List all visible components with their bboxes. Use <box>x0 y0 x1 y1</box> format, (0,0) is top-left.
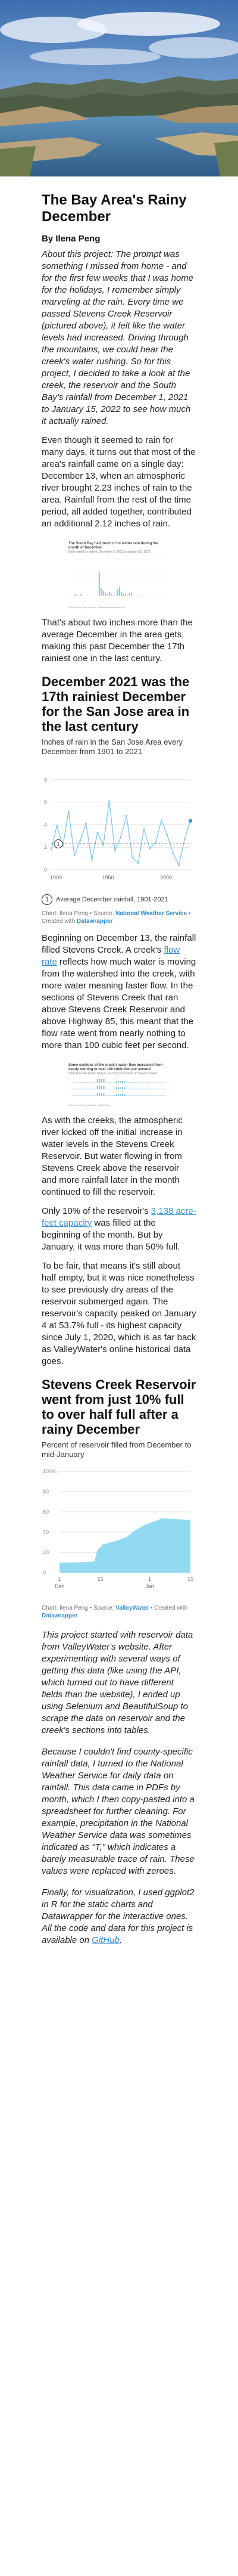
creek-flow-chart <box>68 1064 170 1106</box>
y-tick-label: 0 <box>44 867 48 873</box>
mini-flow-bar <box>164 1082 165 1083</box>
daily-rainfall-plot <box>68 554 170 602</box>
mini-flow-bar <box>133 1082 134 1083</box>
mini-flow-bar <box>101 1093 102 1096</box>
mini-flow-bar <box>101 1086 102 1089</box>
y-tick-label: 6 <box>44 799 48 805</box>
mini-flow-bar <box>93 1082 94 1083</box>
mini-flow-bar <box>101 1079 102 1083</box>
data-point <box>120 836 122 838</box>
mini-flow-bar <box>145 1095 146 1096</box>
mini-flow-bar <box>118 1087 119 1089</box>
mini-flow-bar <box>112 1082 113 1083</box>
paragraph-rainfall-summary: Even though it seemed to rain for many days, it turns out that most of the area's rainfall came on a single day: December 13, when an atmospheric river brought 2.23 inches of rain to the area. Rainfall from the rest of the time period, all added together, contributed an additional 2.12 inches of rain. <box>42 435 196 529</box>
data-point <box>126 815 127 817</box>
mini-flow-bar <box>133 1095 134 1096</box>
mini-flow-bar <box>162 1082 163 1083</box>
mini-flow-bar <box>164 1095 165 1096</box>
y-tick-label: 60 <box>43 1509 49 1515</box>
x-tick-label: 1 <box>58 1576 61 1582</box>
mini-flow-bar <box>87 1095 88 1096</box>
mini-bar <box>107 594 108 596</box>
reservoir-chart[interactable] <box>42 1465 196 1599</box>
mini-flow-bar <box>108 1095 109 1096</box>
x-group-label: Dec <box>54 1583 65 1589</box>
mini-flow-bar <box>145 1082 146 1083</box>
mini-flow-bar <box>155 1082 156 1083</box>
series-line-december-rainfall <box>51 801 190 866</box>
mini-bar <box>123 594 124 596</box>
x-tick-label: 1900 <box>49 875 62 881</box>
mini-chart2-subtitle: Daily flow rate (cubic feet per second) of sections of Stevens Creek <box>68 1072 157 1075</box>
data-point <box>167 834 168 836</box>
datawrapper-link[interactable]: Datawrapper <box>76 918 113 925</box>
mini-flow-bar <box>74 1095 76 1096</box>
mini-bar <box>76 595 77 596</box>
mini-flow-bar <box>116 1094 117 1096</box>
p4b-text-b: was filled at the beginning of the month. But by January, it was more than 50% full. <box>42 1218 180 1252</box>
creek-flow-plot <box>68 1075 170 1099</box>
mini-flow-bar <box>83 1095 84 1096</box>
highlight-2021-point <box>189 819 192 823</box>
mini-flow-bar <box>134 1095 136 1096</box>
mini-flow-bar <box>91 1082 92 1083</box>
mini-bar <box>125 594 126 596</box>
mini-flow-bar <box>105 1095 107 1096</box>
mini-flow-bar <box>154 1095 155 1096</box>
mini-flow-bar <box>93 1095 94 1096</box>
y-tick-label: 80 <box>43 1489 49 1495</box>
p8-text-a: Finally, for visualization, I used ggplot2 in R for the static charts and Datawrapper for the interactive ones. All the code and data for this project is available on <box>42 1887 195 1945</box>
p8-text-b: . <box>119 1935 123 1945</box>
mini-flow-bar <box>141 1095 142 1096</box>
mini-flow-bar <box>139 1082 140 1083</box>
mini-flow-bar <box>79 1082 80 1083</box>
source-link-valleywater[interactable]: ValleyWater <box>115 1605 149 1611</box>
credit2-prefix: Chart: Ilena Peng • Source: <box>42 1605 116 1611</box>
mini-flow-bar <box>134 1082 136 1083</box>
x-tick-label: 15 <box>97 1576 104 1582</box>
y-tick-label: 2 <box>44 844 48 851</box>
mini-flow-bar <box>126 1082 127 1083</box>
paragraph-december-comparison: That's about two inches more than the average December in the area gets, making this past December the 17th rainiest one in the last century. <box>42 618 193 664</box>
mini-flow-bar <box>91 1095 92 1096</box>
mini-flow-bar <box>99 1093 101 1096</box>
mini-flow-bar <box>97 1093 98 1096</box>
data-point <box>143 829 145 830</box>
mini-flow-bar <box>141 1082 142 1083</box>
data-point <box>74 854 76 856</box>
data-point <box>97 832 99 833</box>
data-point <box>102 844 104 846</box>
article-title: The Bay Area's Rainy December <box>42 192 187 225</box>
paragraph-reservoir-fill: As with the creeks, the atmospheric river kicked off the initial increase in water levels in the Stevens Creek Reservoir. But water flowing in from Stevens Creek above the reservoir and more rainfall later in the month continued to fill the reservoir. <box>42 1115 183 1197</box>
mini-flow-bar <box>79 1095 80 1096</box>
project-intro: About this project: The prompt was something I missed from home - and for the first few weeks that I was home for the holidays, I remember simply marveling at the rain. Every time we passed Stevens Creek Reservoir (pictured above), it felt like the water levels had increased. Driving through the mountains, we could hear the creek's water rushing. So for this project, I decided to take a look at the creek, the reservoir and the South Bay's rainfall from December 1, 2021 to January 15, 2022 to see how much it actually rained. <box>42 249 194 426</box>
mini-bar <box>119 587 120 596</box>
mini-chart-title: The South Bay had much of its winter rain during the month of December <box>68 542 159 550</box>
mini-flow-bar <box>84 1095 86 1096</box>
mini-bar <box>99 572 100 596</box>
mini-flow-bar <box>126 1095 127 1096</box>
data-point <box>114 850 116 851</box>
mini-flow-bar <box>159 1082 161 1083</box>
mini-flow-bar <box>99 1086 101 1089</box>
mini-flow-bar <box>149 1095 151 1096</box>
data-point <box>137 862 139 864</box>
mini-flow-bar <box>147 1082 148 1083</box>
data-point <box>131 857 133 858</box>
mini-flow-bar <box>80 1082 82 1083</box>
mini-flow-bar <box>76 1095 77 1096</box>
mini-flow-bar <box>122 1081 123 1083</box>
mini-flow-bar <box>130 1095 131 1096</box>
chart1-credit <box>42 910 196 925</box>
mini-flow-bar <box>129 1082 130 1083</box>
mini-chart2-title: Some sections of the creek's water flow increased from nearly nothing to over 100 cubic feet per second <box>68 1064 163 1071</box>
github-link[interactable]: GitHub <box>92 1935 120 1945</box>
paragraph-half-empty: To be fair, that means it's still about half empty, but it was nice nonetheless to see previously dry areas of the reservoir submerged again. The reservoir's capacity peaked on January 4 at 53.7% full - its highest capacity since July 1, 2020, which is as far back as ValleyWater's online historical data goes. <box>42 1261 196 1366</box>
data-point <box>161 819 162 821</box>
hero-photo-reservoir <box>0 0 238 176</box>
data-point <box>56 825 58 827</box>
mini-bar <box>74 594 76 596</box>
mini-flow-bar <box>154 1082 155 1083</box>
mini-flow-bar <box>104 1086 105 1089</box>
mini-flow-bar <box>137 1082 138 1083</box>
x-tick-label: 1 <box>148 1576 152 1582</box>
mini-flow-bar <box>116 1081 117 1083</box>
mini-flow-bar <box>118 1094 119 1096</box>
mini-flow-bar <box>114 1082 115 1083</box>
source-link-nws[interactable]: National Weather Service <box>115 910 187 917</box>
mini-flow-bar <box>120 1094 121 1096</box>
chart1-subhead: Inches of rain in the San Jose Area every December from 1901 to 2021 <box>42 737 183 756</box>
data-point <box>155 842 156 844</box>
average-annotation <box>54 840 62 848</box>
december-rainfall-chart[interactable] <box>42 762 196 891</box>
mini-bar <box>131 593 132 596</box>
mini-flow-bar <box>72 1082 73 1083</box>
data-point <box>172 852 174 854</box>
y-tick-label: 40 <box>43 1529 49 1535</box>
data-point <box>149 848 151 850</box>
series-area-percent-full <box>60 1518 190 1573</box>
mini-flow-bar <box>118 1081 119 1083</box>
mini-flow-bar <box>124 1081 126 1083</box>
y-tick-label: 0 <box>43 1570 46 1576</box>
mini-flow-bar <box>74 1082 76 1083</box>
mini-flow-bar <box>95 1095 96 1096</box>
paragraph-reservoir-capacity <box>42 1205 196 1253</box>
mini-bar <box>127 595 128 596</box>
credit-prefix: Chart: Ilena Peng • Source: <box>42 910 116 917</box>
mini-flow-bar <box>114 1095 115 1096</box>
data-point <box>85 823 87 824</box>
paragraph-methods-rainfall: Because I couldn't find county-specific rainfall data, I turned to the National Weather Service for daily data on rainfall. This data came in PDFs by month, which I then copy-pasted into a spreadsheet for further cleaning. For example, precipitation in the National Weather Service data was sometimes indicated as "T," which indicates a barely measurable trace of rain. These values were replaced with zeroes. <box>42 1747 195 1876</box>
mini-flow-bar <box>120 1087 121 1089</box>
p3-text-a: Beginning on December 13, the rainfall filled Stevens Creek. A creek's <box>42 933 196 955</box>
byline: By Ilena Peng <box>42 234 101 244</box>
mini-bar <box>137 595 138 596</box>
chart2-subhead: Percent of reservoir filled from December to mid-January <box>42 1440 192 1459</box>
datawrapper-link-2[interactable]: Datawrapper <box>42 1613 78 1619</box>
data-point <box>91 859 93 861</box>
mini-bar <box>129 593 130 596</box>
capacity-link[interactable]: 3,138 acre-feet capacity <box>42 1206 196 1228</box>
p3-text-b: reflects how much water is moving from the watershed into the creek, with more water meaning faster flow. In the sections of Stevens Creek that ran above Stevens Creek Reservoir and above Highway 85, this meant that the flow rate went from nearly nothing to more than 100 cubic feet per second. <box>42 957 196 1050</box>
mini-bar <box>109 592 110 596</box>
x-tick-label: 2000 <box>160 875 173 881</box>
mini-flow-bar <box>95 1082 96 1083</box>
mini-flow-bar <box>83 1082 84 1083</box>
data-point <box>108 800 110 802</box>
mini-flow-bar <box>76 1082 77 1083</box>
mini-flow-bar <box>129 1095 130 1096</box>
data-point <box>184 839 186 841</box>
data-point <box>178 864 180 866</box>
mini-flow-bar <box>122 1087 123 1089</box>
mini-chart-subtitle: Daily rainfall in inches, December 1, 2021 to January 15, 2022 <box>68 550 151 554</box>
y-tick-label: 8 <box>44 776 48 783</box>
mini-flow-bar <box>89 1095 90 1096</box>
mini-flow-bar <box>104 1093 105 1096</box>
mini-bar <box>105 593 106 596</box>
mini-bar <box>117 590 118 596</box>
mini-flow-bar <box>155 1095 156 1096</box>
p4b-text-a: Only 10% of the reservoir's <box>42 1206 151 1216</box>
mini-flow-bar <box>104 1079 105 1083</box>
mini-bar <box>121 592 122 596</box>
data-point <box>68 810 70 812</box>
y-tick-label: 4 <box>44 822 48 828</box>
mini-flow-bar <box>149 1082 151 1083</box>
article-body <box>42 176 196 1970</box>
mini-flow-bar <box>158 1082 159 1083</box>
annotation-marker: 1 <box>42 894 52 905</box>
credit-mid: • Created with <box>42 910 191 925</box>
flow-rate-link[interactable]: flow rate <box>42 945 180 967</box>
mini-flow-bar <box>124 1087 126 1089</box>
paragraph-methods-scraping: This project started with reservoir data from ValleyWater's website. After experimenting with several ways of getting this data (like using the API, which turned out to have different fields than the website), I ended up using Selenium and BeautifulSoup to scrape the data on reservoir and the creek's sections into tables. <box>42 1630 193 1735</box>
mini-flow-bar <box>105 1082 107 1083</box>
legend-label: Average December rainfall, 1901-2021 <box>56 896 168 903</box>
mini-bar <box>80 594 82 596</box>
mini-flow-bar <box>137 1095 138 1096</box>
december-rainfall-plot[interactable] <box>42 762 196 888</box>
mini-flow-bar <box>72 1095 73 1096</box>
section-title-reservoir: Stevens Creek Reservoir went from just 10% full to over half full after a rainy December <box>42 1377 196 1437</box>
mini-flow-bar <box>84 1082 86 1083</box>
mini-flow-bar <box>122 1094 123 1096</box>
mini-flow-bar <box>80 1095 82 1096</box>
mini-flow-bar <box>112 1095 113 1096</box>
mini-flow-bar <box>130 1082 131 1083</box>
mini-bar <box>111 594 112 596</box>
annotation-number: 1 <box>57 841 60 847</box>
x-tick-label: 1950 <box>102 875 114 881</box>
chart1-legend <box>42 894 196 905</box>
mini-bar <box>103 591 104 596</box>
x-tick-label: 15 <box>187 1576 194 1582</box>
y-tick-label: 100% <box>43 1468 57 1474</box>
chart2-credit <box>42 1604 196 1620</box>
mini-bar <box>113 595 114 596</box>
mini-flow-bar <box>143 1082 144 1083</box>
mini-flow-bar <box>162 1095 163 1096</box>
mini-flow-bar <box>109 1082 111 1083</box>
mini-chart2-credit: Chart: Ilena Peng • Source: ValleyWater <box>68 1103 111 1106</box>
mini-flow-bar <box>159 1095 161 1096</box>
mini-chart-credit: Chart: Ilena Peng • Source: National Weather Service <box>68 606 125 609</box>
reservoir-plot[interactable] <box>42 1465 196 1597</box>
data-point <box>79 839 81 841</box>
mini-flow-bar <box>108 1082 109 1083</box>
mini-flow-bar <box>139 1095 140 1096</box>
data-point <box>51 849 52 851</box>
y-tick-label: 20 <box>43 1549 49 1555</box>
paragraph-creek-flow <box>42 932 196 1052</box>
mini-flow-bar <box>124 1094 126 1096</box>
x-group-label: Jan <box>145 1583 154 1589</box>
credit2-mid: • Created with <box>148 1605 188 1611</box>
mini-flow-bar <box>87 1082 88 1083</box>
mini-flow-bar <box>97 1079 98 1083</box>
section-title-rainiest-december: December 2021 was the 17th rainiest December for the San Jose area in the last century <box>42 674 190 734</box>
mini-flow-bar <box>89 1082 90 1083</box>
mini-flow-bar <box>158 1095 159 1096</box>
paragraph-methods-visualization <box>42 1887 196 1946</box>
mini-flow-bar <box>151 1082 152 1083</box>
mini-flow-bar <box>99 1079 101 1083</box>
mini-flow-bar <box>97 1086 98 1089</box>
mini-flow-bar <box>109 1095 111 1096</box>
mini-flow-bar <box>120 1081 121 1083</box>
mini-flow-bar <box>116 1087 117 1089</box>
mini-flow-bar <box>143 1095 144 1096</box>
mini-flow-bar <box>147 1095 148 1096</box>
mini-flow-bar <box>151 1095 152 1096</box>
mini-bar <box>101 588 102 596</box>
daily-rainfall-chart <box>68 542 170 609</box>
